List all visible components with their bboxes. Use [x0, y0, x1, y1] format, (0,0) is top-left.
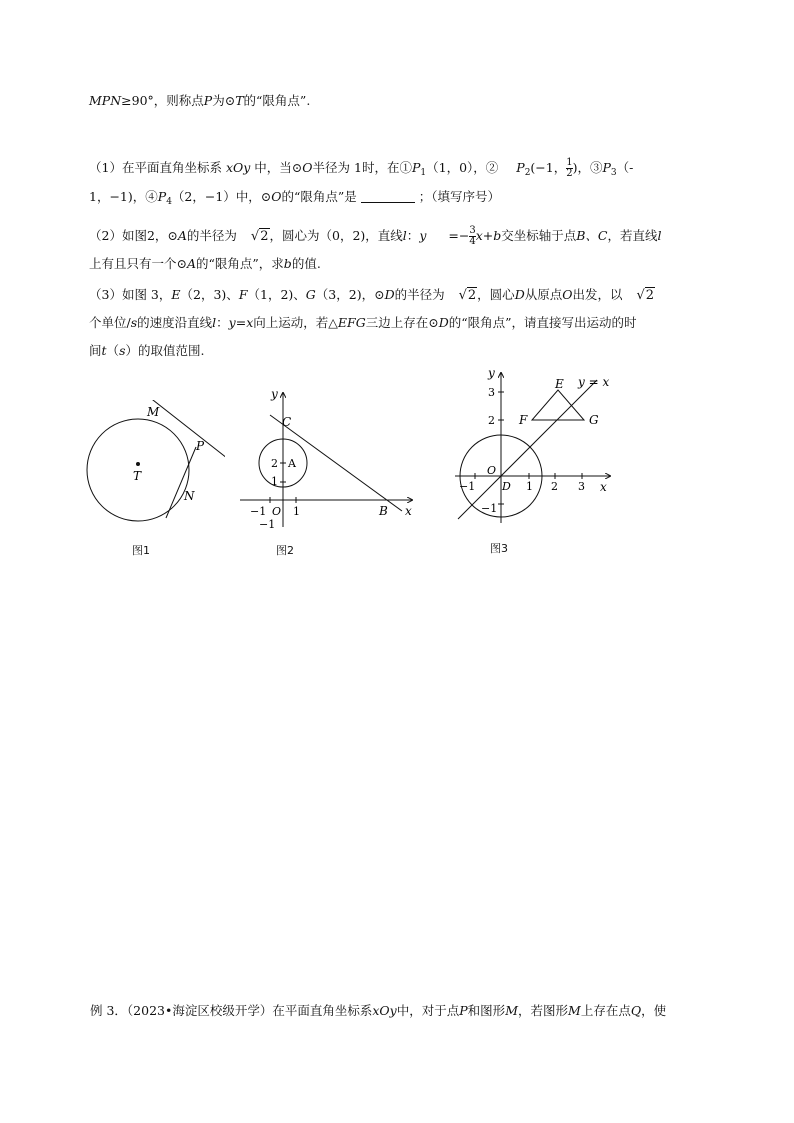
text: 个单位/ — [89, 315, 131, 330]
text: 三边上存在⊙ — [365, 315, 439, 330]
text: 中，对于点 — [396, 1003, 460, 1018]
circle-d: D — [384, 287, 395, 302]
var-x: x — [246, 315, 254, 330]
unit-s: s — [130, 315, 138, 330]
label-e: E — [555, 377, 564, 391]
circle-a: A — [177, 228, 187, 243]
figure-1-caption: 图1 — [132, 544, 150, 557]
coord-system: xOy — [225, 160, 251, 175]
var-t: t — [101, 343, 107, 358]
text: ，圆心为（0，2)，直线 — [269, 228, 403, 243]
text: = — [235, 315, 247, 330]
text: (−1， — [530, 160, 567, 175]
text: 的值. — [291, 256, 321, 271]
text: （1，2)、 — [247, 287, 306, 302]
text: 的“限角点”. — [243, 93, 311, 108]
text: ；（填写序号） — [418, 189, 501, 204]
sqrt-two: √2 — [458, 288, 477, 303]
center-d: D — [514, 287, 525, 302]
sqrt-two: √2 — [636, 288, 655, 303]
tick-label-x1: 1 — [293, 505, 300, 518]
circle-t: T — [235, 93, 244, 108]
label-x: x — [405, 504, 412, 518]
text: （2，−1）中，⊙ — [171, 189, 272, 204]
numerator: 3 — [469, 225, 476, 236]
label-y: y — [488, 366, 495, 380]
var-b: b — [283, 256, 292, 271]
text: 上有且只有一个⊙ — [89, 256, 187, 271]
label-p: P — [196, 439, 205, 453]
sqrt-two: √2 — [250, 229, 269, 244]
text: ≥90°，则称点 — [121, 93, 204, 108]
text: ，使 — [641, 1003, 667, 1018]
text: 间 — [89, 343, 102, 358]
tick-label-2: 2 — [271, 457, 278, 470]
text: 出发，以 — [572, 287, 623, 302]
example-3-line — [90, 1002, 666, 1020]
circle-o: O — [271, 189, 282, 204]
label-b: B — [379, 504, 388, 518]
tick-label-3: 3 — [488, 386, 495, 399]
text: 从原点 — [524, 287, 563, 302]
figure-1 — [85, 400, 225, 530]
text: ）的取值范围. — [125, 343, 205, 358]
label-y: y — [271, 387, 278, 401]
line-l: l — [402, 228, 407, 243]
text: 向上运动，若△ — [253, 315, 338, 330]
question-3-line-1 — [89, 286, 655, 305]
text: （1，0），② — [426, 160, 499, 175]
text: ，圆心 — [477, 287, 515, 302]
text: 的“限角点”，求 — [196, 256, 284, 271]
label-o: O — [487, 464, 497, 477]
question-1-line-1 — [89, 158, 633, 182]
point-p4: P — [157, 189, 167, 204]
point-e: E — [171, 287, 181, 302]
text: 的半径为 — [394, 287, 445, 302]
triangle-efg-shape — [532, 390, 584, 420]
text: （3）如图 3， — [89, 287, 172, 302]
tick-label-xneg1: −1 — [459, 480, 476, 493]
angle-mpn: MPN — [89, 93, 122, 108]
figure-3 — [447, 365, 622, 530]
radicand: 2 — [260, 229, 269, 244]
point-p1: P — [411, 160, 421, 175]
tick-label-2: 2 — [488, 414, 495, 427]
label-n: N — [184, 489, 195, 503]
label-o: O — [272, 505, 282, 518]
text: 的速度沿直线 — [137, 315, 213, 330]
figure-3-caption: 图3 — [490, 542, 508, 555]
triangle-efg: EFG — [337, 315, 366, 330]
tangent-pm — [130, 400, 225, 480]
text: 交坐标轴于点 — [501, 228, 577, 243]
text: =− — [448, 228, 470, 243]
subscript: 3 — [610, 168, 617, 178]
question-2-line-2 — [89, 255, 321, 273]
text: （2，3)、 — [180, 287, 239, 302]
point-g: G — [305, 287, 316, 302]
text: 和图形 — [467, 1003, 506, 1018]
var-y: y — [419, 228, 427, 243]
point-p2: P — [516, 160, 525, 175]
label-f: F — [519, 413, 528, 427]
text: ，若图形 — [518, 1003, 569, 1018]
text: ： — [406, 228, 420, 243]
point-p: P — [459, 1003, 468, 1018]
coord-system: xOy — [372, 1003, 397, 1018]
figure-2-caption: 图2 — [276, 544, 294, 557]
point-p3: P — [602, 160, 611, 175]
point-q: Q — [630, 1003, 642, 1018]
text: 半径为 1时，在① — [312, 160, 412, 175]
var-y: y — [228, 315, 236, 330]
label-c: C — [282, 415, 292, 429]
label-d: D — [502, 480, 511, 493]
tick-label-x2: 2 — [551, 480, 558, 493]
question-3-line-2 — [89, 314, 637, 332]
label-y-equals-x: y = x — [578, 375, 610, 389]
point-f: F — [238, 287, 248, 302]
subscript: 1 — [420, 168, 427, 178]
circle-a: A — [186, 256, 197, 271]
text: 中，当⊙ — [254, 160, 303, 175]
tick-label-yneg1: −1 — [259, 518, 276, 531]
label-a: A — [288, 457, 296, 470]
question-3-line-3 — [89, 342, 204, 360]
radicand: 2 — [645, 288, 655, 303]
text: （- — [616, 160, 634, 175]
denominator: 4 — [469, 236, 476, 247]
text: 的“限角点”是 — [281, 189, 357, 204]
subscript: 4 — [166, 197, 172, 207]
text: （3，2)，⊙ — [315, 287, 385, 302]
text: 为⊙ — [212, 93, 236, 108]
figure-2 — [230, 385, 420, 535]
line-y-equals-x — [458, 380, 597, 519]
text: 上存在点 — [580, 1003, 631, 1018]
unit-s: s — [119, 343, 126, 358]
tick-label-x1: 1 — [526, 480, 533, 493]
label-t: T — [133, 469, 142, 483]
subscript: 2 — [524, 168, 531, 178]
circle-d: D — [438, 315, 449, 330]
text: )，③ — [572, 160, 603, 175]
points-bc: B、C — [576, 228, 608, 243]
denominator: 2 — [566, 168, 573, 179]
circle-o: O — [302, 160, 313, 175]
line-l: l — [657, 228, 662, 243]
text: 的半径为 — [186, 228, 237, 243]
point-p: P — [203, 93, 213, 108]
text: （ — [106, 343, 120, 358]
tick-label-neg1: −1 — [250, 505, 267, 518]
tangent-pn — [166, 447, 196, 518]
tick-label-1: 1 — [271, 475, 278, 488]
tick-label-yneg1: −1 — [481, 502, 498, 515]
label-g: G — [589, 413, 599, 427]
answer-blank[interactable] — [361, 190, 415, 203]
text: 的“限角点”，请直接写出运动的时 — [448, 315, 637, 330]
question-2-line-1 — [89, 226, 662, 247]
tick-label-x3: 3 — [578, 480, 585, 493]
text: ，若直线 — [607, 228, 658, 243]
text: 例 3．（2023•海淀区校级开学）在平面直角坐标系 — [90, 1003, 373, 1018]
text: ： — [216, 315, 229, 330]
text: 1，−1)，④ — [89, 189, 158, 204]
figure-m: M — [568, 1003, 581, 1018]
line-l: l — [212, 315, 217, 330]
label-m: M — [147, 405, 160, 419]
expr: x+b — [475, 228, 502, 243]
radicand: 2 — [467, 288, 477, 303]
numerator: 1 — [566, 157, 573, 168]
origin-o: O — [562, 287, 573, 302]
question-1-line-2 — [89, 188, 500, 211]
center-dot — [136, 462, 140, 466]
figure-m: M — [505, 1003, 518, 1018]
text: （1）在平面直角坐标系 — [89, 160, 222, 175]
intro-line — [89, 92, 310, 110]
text: （2）如图2，⊙ — [89, 228, 178, 243]
label-x: x — [600, 480, 607, 494]
